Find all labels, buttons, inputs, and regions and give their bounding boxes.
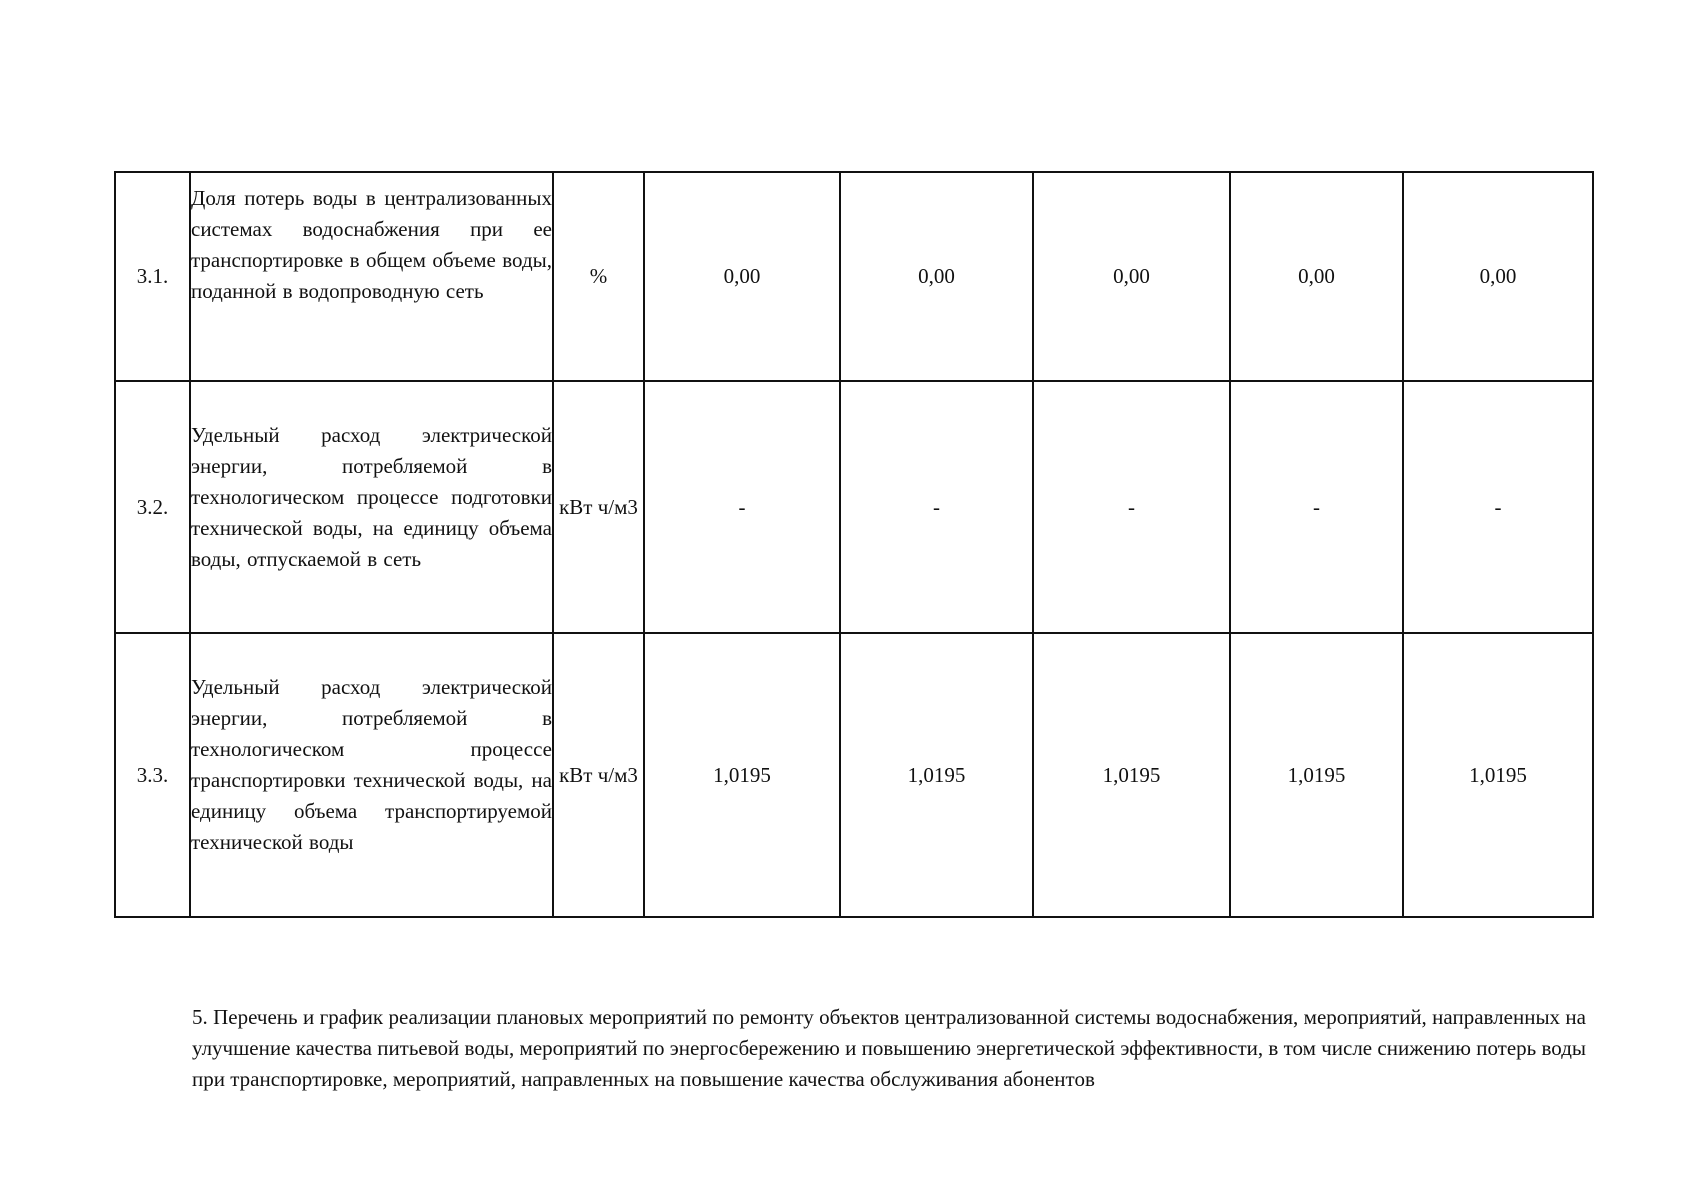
value-cell: 0,00: [1403, 172, 1593, 381]
row-number: 3.2.: [115, 381, 190, 633]
table-row: [115, 633, 1593, 917]
indicators-table: [114, 171, 1594, 918]
value-cell: 0,00: [840, 172, 1033, 381]
indicator-name: Удельный расход электрической энергии, потребляемой в технологическом процессе подготовки технической воды, на единицу объема воды, отпускаемой в сеть: [191, 423, 552, 571]
table-row: [115, 381, 1593, 633]
value-cell: 0,00: [1033, 172, 1230, 381]
value-cell: 0,00: [644, 172, 840, 381]
value-cell: 1,0195: [1033, 633, 1230, 917]
value-cell: -: [840, 381, 1033, 633]
value-cell: 1,0195: [644, 633, 840, 917]
value-cell: 1,0195: [1403, 633, 1593, 917]
indicator-name: Доля потерь воды в централизованных системах водоснабжения при ее транспортировке в общем объеме воды, поданной в водопроводную сеть: [191, 186, 552, 303]
row-number: 3.1.: [115, 172, 190, 381]
indicator-name-cell: [190, 381, 553, 633]
unit-cell: кВт ч/м3: [553, 381, 644, 633]
row-number: 3.3.: [115, 633, 190, 917]
indicator-name-cell: [190, 633, 553, 917]
table-row: [115, 172, 1593, 381]
value-cell: -: [1230, 381, 1403, 633]
value-cell: -: [1403, 381, 1593, 633]
unit-cell: %: [553, 172, 644, 381]
value-cell: -: [1033, 381, 1230, 633]
value-cell: 1,0195: [840, 633, 1033, 917]
indicator-name-cell: [190, 172, 553, 381]
value-cell: 0,00: [1230, 172, 1403, 381]
unit-cell: кВт ч/м3: [553, 633, 644, 917]
value-cell: -: [644, 381, 840, 633]
indicator-name: Удельный расход электрической энергии, потребляемой в технологическом процессе транспортировки технической воды, на единицу объема транспортируемой технической воды: [191, 675, 552, 854]
section-heading: 5. Перечень и график реализации плановых мероприятий по ремонту объектов централизованной системы водоснабжения, мероприятий, направленных на улучшение качества питьевой воды, мероприятий по энергосбережению и повышению энергетической эффективности, в том числе снижению потерь воды при транспортировке, мероприятий, направленных на повышение качества обслуживания абонентов: [192, 1005, 1586, 1091]
value-cell: 1,0195: [1230, 633, 1403, 917]
